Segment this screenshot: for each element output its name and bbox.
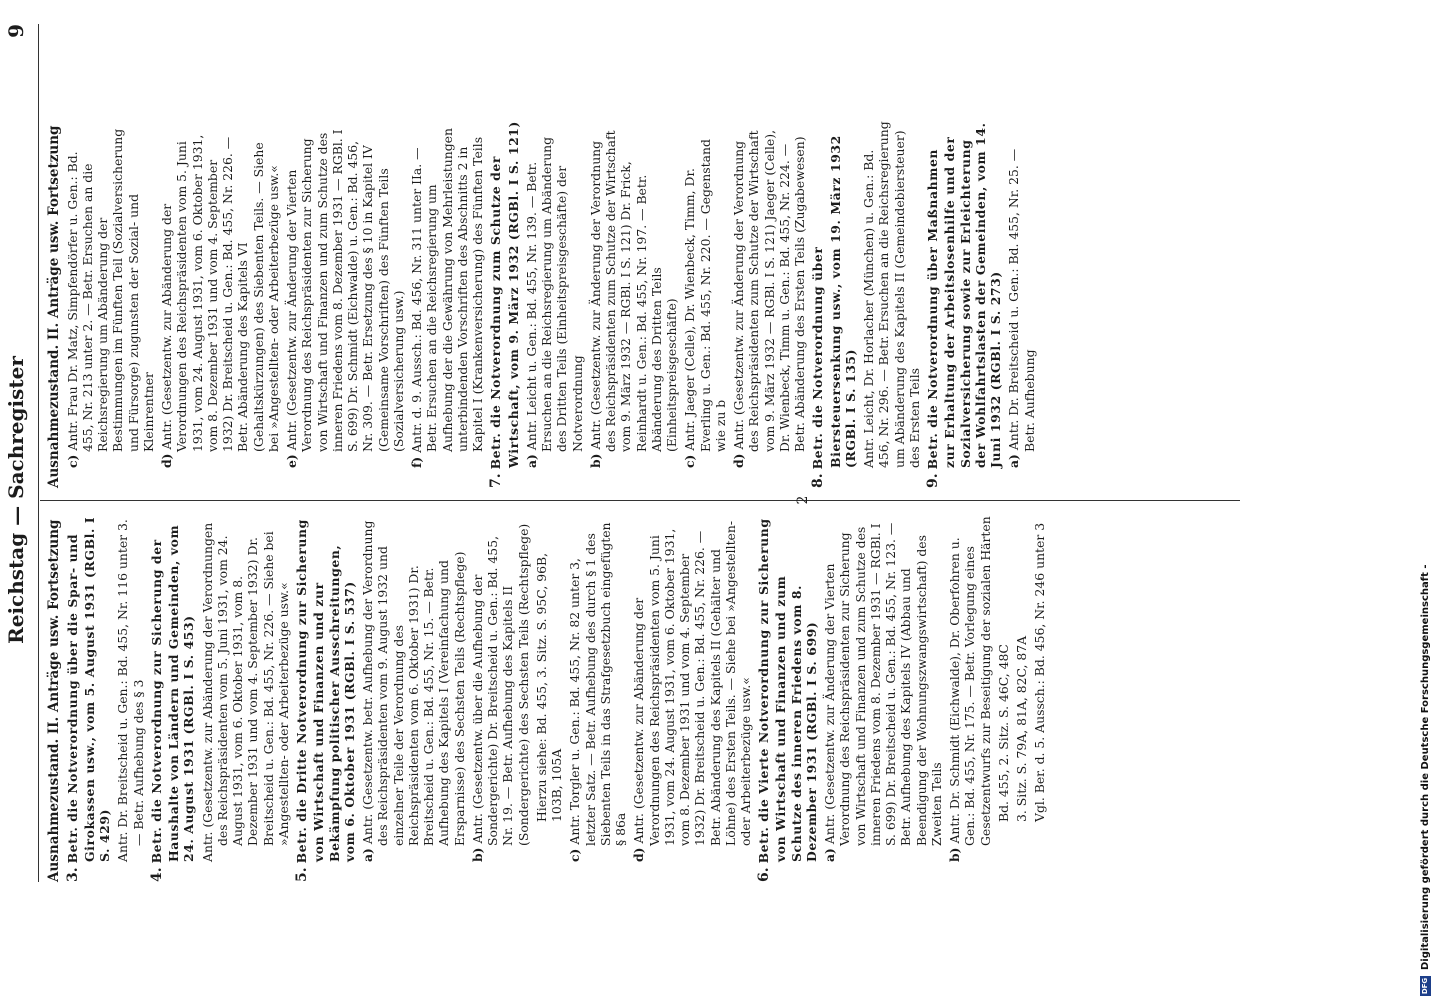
sub-text: Antr. Torgler u. Gen.: Bd. 455, Nr. 82 unter 3, letzter Satz. — Betr. Aufhebung des durch § 1 des Siebenten Teils in das Strafgesetzbuch eingefügten § 86a xyxy=(567,522,628,846)
entry-title: Betr. die Notverordnung zur Sicherung der Haushalte von Ländern und Gemeinden, vom 24. August 1931 (RGBl. I S. 453) xyxy=(148,524,197,864)
entry-number: 9. xyxy=(925,473,942,488)
sub-key: e) xyxy=(284,454,300,468)
entry-line: Antr. Dr. Breitscheid u. Gen.: Bd. 455, Nr. 116 unter 3. — Betr. Aufhebung des § 3 xyxy=(115,519,146,862)
sub-text: Antr. Leicht u. Gen.: Bd. 455, Nr. 139. — Betr. Ersuchen an die Reichsregierung um Abänderung des Dritten Teils (Einheitspreisgeschäfte) der Notverordnung xyxy=(523,136,585,452)
sub-text: Antr. (Gesetzentw. über die Aufhebung der Sondergerichte) Dr. Breitscheid u. Gen.: Bd. 455, Nr. 19. — Betr. Aufhebung des Kapitels II (Sondergerichte) des Sechsten Teils (Rechtspflege) xyxy=(469,523,531,846)
sub-key: a) xyxy=(1006,454,1022,468)
sub-entry xyxy=(524,120,585,488)
sub-key: b) xyxy=(469,847,485,862)
sub-text: Antr. Dr. Breitscheid u. Gen.: Bd. 455, Nr. 25. — Betr. Aufhebung xyxy=(1006,148,1037,452)
entry-line: Antr. Leicht, Dr. Horlacher (München) u. Gen.: Bd. 456, Nr. 296. — Betr. Ersuchen an die Reichsregierung um Abänderung des Kapitels II (Gemeindebiersteuer) des Ersten Teils xyxy=(861,121,922,468)
sub-text: Antr. (Gesetzentw. zur Änderung der Vierten Verordnung des Reichspräsidenten zur Sicherung von Wirtschaft und Finanzen und zum Schutze des inneren Friedens vom 8. Dezember 1931 — RGBl. I S. 699) Dr. Breitscheid u. Gen.: Bd. 455, Nr. 123. — Betr. Aufhebung des Kapitels IV (Abbau und Beendigung der Wohnungszwangswirtschaft) des Zweiten Teils xyxy=(822,522,944,846)
sub-text: Antr. (Gesetzentw. zur Änderung der Vierten Verordnung des Reichspräsidenten zur Sicherung von Wirtschaft und Finanzen und zum Schutze des inneren Friedens vom 8. Dezember 1931 — RGBl. I S. 699) Dr. Schmidt (Eichwalde) u. Gen.: Bd. 456, Nr. 309. — Betr. Ersetzung des § 10 in Kapitel IV (Gemeinsame Vorschriften) des Fünften Teils (Sozialversicherung usw.) xyxy=(284,129,406,452)
footer-page-number: 2 xyxy=(795,495,811,505)
sub-text: Antr. d. 9. Aussch.: Bd. 456, Nr. 311 unter IIa. — Betr. Ersuchen an die Reichsregierung um Aufhebung der die Gewährung von Mehrleistungen unterbindenden Vorschriften des Abschnitts 2 in Kapitel I (Krankenversicherung) des Fünften Teils xyxy=(409,128,486,453)
entry-9 xyxy=(925,120,1003,488)
entry-8 xyxy=(810,120,858,488)
committee-reference: Vgl. Ber. d. 5. Aussch.: Bd. 456, Nr. 246 unter 3 xyxy=(1032,522,1048,822)
left-column xyxy=(46,514,1051,882)
entry-5 xyxy=(294,514,357,882)
sub-entry xyxy=(947,514,993,882)
sub-text: Antr. (Gesetzentw. zur Änderung der Verordnung des Reichspräsidenten zum Schutze der Wirtschaft vom 9. März 1932 — RGBl. I S. 121) Jaeger (Celle), Dr. Wienbeck, Timm u. Gen.: Bd. 455, Nr. 224. — Betr. Abänderung des Ersten Teils (Zugabewesen) xyxy=(731,129,808,452)
sub-key: d) xyxy=(731,453,747,468)
session-reference: 3. Sitz. S. 79A, 81A, 82C, 87A xyxy=(1014,635,1030,822)
entry-line: Antr. (Gesetzentw. zur Abänderung der Verordnungen des Reichspräsidenten vom 5. Juni 1931, vom 24. August 1931, vom 6. Oktober 1931, vom 8. Dezember 1931 und vom 4. September 1932) Dr. Breitscheid u. Gen.: Bd. 455, Nr. 226. — Siehe bei »Angestellten- oder Arbeiterbezüge usw.« xyxy=(199,522,291,862)
sub-entry xyxy=(682,120,728,488)
entry-title: Betr. die Notverordnung über die Spar- und Girokassen usw., vom 5. August 1931 (RGBl. I S. 429) xyxy=(64,516,113,864)
sub-entry xyxy=(470,514,531,882)
entry-title: Betr. die Vierte Notverordnung zur Sicherung von Wirtschaft und Finanzen und zum Schutze des inneren Friedens vom 8. Dezember 1931 (RGBl. I S. 699) xyxy=(756,518,819,864)
funding-note: Digitalisierung gefördert durch die Deutsche Forschungsgemeinschaft - xyxy=(1420,564,1431,970)
sub-entry xyxy=(159,120,281,488)
dfg-logo: DFG xyxy=(1421,977,1429,995)
entry-number: 5. xyxy=(294,867,311,882)
entry-number: 6. xyxy=(756,867,773,882)
sub-key: c) xyxy=(567,848,583,862)
entry-number: 3. xyxy=(64,867,81,882)
sub-key: d) xyxy=(159,453,175,468)
column-divider xyxy=(40,500,1240,501)
sub-key: a) xyxy=(360,848,375,862)
sub-key: d) xyxy=(631,847,647,862)
entry-title: Betr. die Notverordnung über Biersteuersenkung usw., vom 19. März 1932 (RGBl. I S. 135) xyxy=(810,135,858,470)
cross-reference: Hierzu siehe: Bd. 455, 3. Sitz. S. 95C, 96B, 103B, 105A xyxy=(533,552,564,822)
column-heading: Ausnahmezustand. II. Anträge usw. Fortsetzung xyxy=(46,519,62,882)
entry-number: 4. xyxy=(148,867,165,882)
sub-entry xyxy=(284,120,406,488)
entry-title: Betr. die Notverordnung über Maßnahmen zur Erhaltung der Arbeitslosenhilfe und der Sozialversicherung sowie zur Erleichterung der Wohlfahrtslasten der Gemeinden, vom 14. Juni 1932 (RGBl. I S. 273) xyxy=(925,122,1003,470)
sub-key: b) xyxy=(587,453,603,468)
column-heading: Ausnahmezustand. II. Anträge usw. Fortsetzung xyxy=(46,125,62,488)
sub-entry xyxy=(1006,120,1037,488)
sub-entry xyxy=(567,514,628,882)
sub-text: Antr. (Gesetzentw. zur Abänderung der Verordnungen des Reichspräsidenten vom 5. Juni 1931, vom 24. August 1931, vom 6. Oktober 1931, vom 8. Dezember 1931 und vom 4. September 1932) Dr. Breitscheid u. Gen.: Bd. 455, Nr. 226. — Betr. Abänderung des Kapitels VI (Gehaltskürzungen) des Siebenten Teils. — Siehe bei »Angestellten- oder Arbeiterbezüge usw.« xyxy=(159,134,281,452)
entry-title: Betr. die Dritte Notverordnung zur Sicherung von Wirtschaft und Finanzen und zur Bekämpfung politischer Ausschreitungen, vom 6. Oktober 1931 (RGBl. I S. 537) xyxy=(294,519,357,864)
entry-7 xyxy=(488,120,520,488)
sub-entry xyxy=(588,120,680,488)
header-page-number: 9 xyxy=(4,24,28,38)
sub-key: c) xyxy=(64,454,80,468)
right-column xyxy=(46,120,1040,488)
sub-text: Antr. Frau Dr. Matz, Simpfendörfer u. Gen.: Bd. 455, Nr. 213 unter 2. — Betr. Ersuchen an die Reichsregierung um Abänderung der Bestimmungen im Fünften Teil (Sozialversicherung und Fürsorge) zugunsten der Sozial- und Kleinrentner xyxy=(64,128,156,452)
entry-number: 8. xyxy=(810,473,827,488)
sub-entry xyxy=(822,514,944,882)
sub-text: Antr. (Gesetzentw. betr. Aufhebung der Verordnung des Reichspräsidenten vom 9. August 1932 und einzelner Teile der Verordnung des Reichspräsidenten vom 6. Oktober 1931) Dr. Breitscheid u. Gen.: Bd. 455, Nr. 15. — Betr. Aufhebung des Kapitels I (Vereinfachung und Ersparnisse) des Sechsten Teils (Rechtspflege) xyxy=(360,520,467,846)
header-rule xyxy=(38,24,39,882)
sub-key: a) xyxy=(523,454,539,468)
sub-entry xyxy=(631,514,753,882)
sub-key: a) xyxy=(822,848,838,862)
entry-4 xyxy=(149,514,197,882)
sub-entry xyxy=(65,120,157,488)
sub-entry xyxy=(409,120,485,488)
sub-entry xyxy=(360,514,467,882)
session-reference: Bd. 455, 2. Sitz. S. 46C, 48C xyxy=(995,644,1011,822)
sub-key: c) xyxy=(682,454,698,468)
sub-text: Antr. (Gesetzentw. zur Änderung der Verordnung des Reichspräsidenten zum Schutze der Wirtschaft vom 9. März 1932 — RGBl. I S. 121) Dr. Frick, Reinhardt u. Gen.: Bd. 455, Nr. 197. — Betr. Abänderung des Dritten Teils (Einheitspreisgeschäfte) xyxy=(587,130,680,452)
sub-key: b) xyxy=(947,847,963,862)
funding-footer xyxy=(1420,0,1432,1000)
sub-text: Antr. (Gesetzentw. zur Abänderung der Verordnungen des Reichspräsidenten vom 5. Juni 1931, vom 24. August 1931, vom 6. Oktober 1931, vom 8. Dezember 1931 und vom 4. September 1932) Dr. Breitscheid u. Gen.: Bd. 455, Nr. 226. — Betr. Abänderung des Kapitels II (Gehälter und Löhne) des Ersten Teils. — Siehe bei »Angestellten- oder Arbeiterbezüge usw.« xyxy=(631,520,753,846)
entry-number: 7. xyxy=(488,473,505,488)
entry-title: Betr. die Notverordnung zum Schutze der Wirtschaft, vom 9. März 1932 (RGBl. I S. 121) xyxy=(488,121,521,470)
entry-3 xyxy=(65,514,113,882)
page-title: Reichstag — Sachregister xyxy=(4,356,28,644)
sub-text: Antr. Jaeger (Celle), Dr. Wienbeck, Timm, Dr. Everling u. Gen.: Bd. 455, Nr. 220. — Gegenstand wie zu b xyxy=(682,139,728,452)
sub-key: f) xyxy=(409,456,425,468)
sub-text: Antr. Dr. Schmidt (Eichwalde), Dr. Oberfohren u. Gen.: Bd. 455, Nr. 175. — Betr. Vorlegung eines Gesetzentwurfs zur Beseitigung der sozialen Härten xyxy=(947,516,993,846)
